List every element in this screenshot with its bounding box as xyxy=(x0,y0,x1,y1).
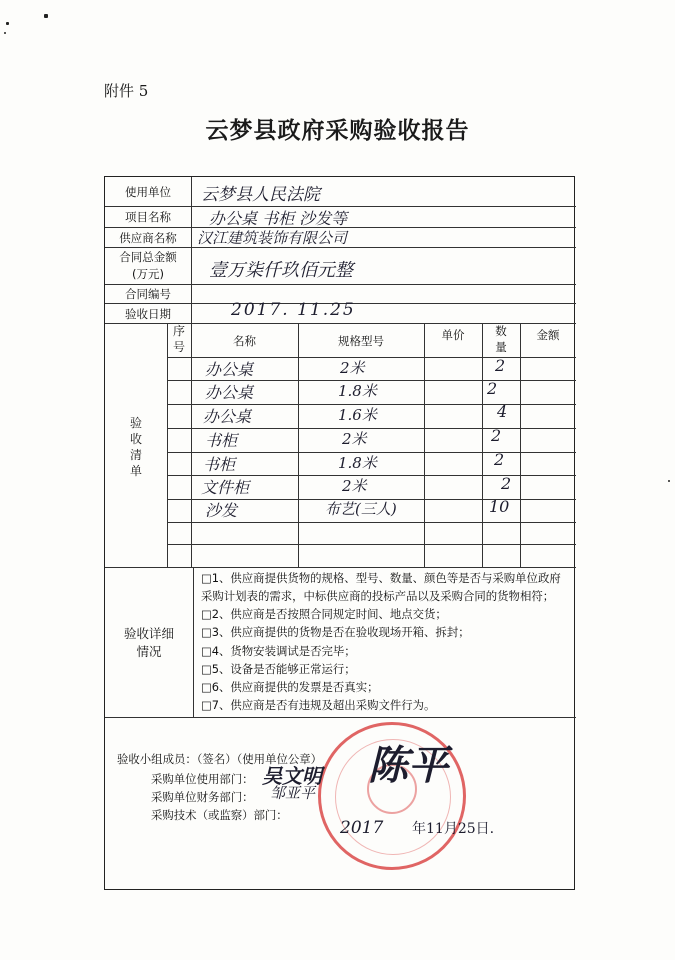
members-label: 验收小组成员：（签名）（使用单位公章） xyxy=(117,752,323,766)
item-spec: 2米 xyxy=(342,477,367,495)
project-name-label: 项目名称 xyxy=(125,210,171,224)
acceptance-date-value: 2017. 11.25 xyxy=(231,300,356,320)
document-title: 云梦县政府采购验收报告 xyxy=(205,118,470,144)
large-signature: 陈平 xyxy=(368,742,448,789)
check-item-7: □7、供应商是否有违规及超出采购文件行为。 xyxy=(201,698,436,712)
contract-total-label: 合同总金额 xyxy=(119,250,177,264)
contract-total-unit: (万元) xyxy=(132,267,164,281)
user-unit-label: 使用单位 xyxy=(125,185,171,199)
item-qty: 4 xyxy=(497,402,508,421)
scan-speck xyxy=(6,22,9,25)
project-name-value: 办公桌 书柜 沙发等 xyxy=(209,209,348,228)
item-name: 办公桌 xyxy=(203,407,252,426)
signature-date-year: 2017 xyxy=(340,818,384,838)
item-spec: 1.6米 xyxy=(338,406,377,424)
item-qty: 10 xyxy=(489,497,510,516)
col-qty-header: 数 量 xyxy=(495,324,507,354)
supplier-name-value: 汉江建筑装饰有限公司 xyxy=(197,229,348,247)
signature-date-suffix: 年11月25日. xyxy=(412,821,495,837)
user-dept-signature: 吴文明 xyxy=(262,764,322,788)
item-qty: 2 xyxy=(501,474,512,493)
scan-speck xyxy=(4,32,6,34)
item-name: 办公桌 xyxy=(205,383,254,402)
user-unit-value: 云梦县人民法院 xyxy=(201,185,320,205)
item-qty: 2 xyxy=(487,379,498,398)
check-item-1: □1、供应商提供货物的规格、型号、数量、颜色等是否与采购单位政府 xyxy=(201,571,561,585)
item-spec: 2米 xyxy=(342,430,367,448)
item-name: 沙发 xyxy=(205,501,238,520)
check-item-6: □6、供应商提供的发票是否真实； xyxy=(201,680,379,694)
check-item-4: □4、货物安装调试是否完毕； xyxy=(201,644,356,658)
finance-dept-label: 采购单位财务部门： xyxy=(151,790,254,804)
contract-no-label: 合同编号 xyxy=(125,287,171,301)
col-unit-price-header: 单价 xyxy=(441,328,465,342)
check-item-5: □5、设备是否能够正常运行； xyxy=(201,662,356,676)
acceptance-date-label: 验收日期 xyxy=(125,307,171,321)
contract-total-value: 壹万柒仟玖佰元整 xyxy=(209,260,353,281)
attachment-label: 附件 5 xyxy=(104,82,149,100)
finance-dept-signature: 邹亚平 xyxy=(270,784,316,802)
check-item-1-cont: 采购计划表的需求，中标供应商的投标产品以及采购合同的货物相符； xyxy=(201,589,555,603)
item-name: 书柜 xyxy=(205,431,238,450)
details-label: 验收详细 情况 xyxy=(123,626,174,659)
item-spec: 2米 xyxy=(340,359,365,377)
item-name: 书柜 xyxy=(203,455,236,474)
check-item-3: □3、供应商提供的货物是否在验收现场开箱、拆封； xyxy=(201,625,470,639)
scan-speck xyxy=(668,480,670,482)
item-spec: 1.8米 xyxy=(338,454,377,472)
col-spec-header: 规格型号 xyxy=(338,334,384,348)
col-name-header: 名称 xyxy=(233,334,256,348)
items-side-label: 验 收 清 单 xyxy=(129,416,142,478)
item-spec: 1.8米 xyxy=(338,382,377,400)
item-name: 办公桌 xyxy=(205,360,254,379)
item-qty: 2 xyxy=(491,426,502,445)
item-name: 文件柜 xyxy=(201,478,250,497)
col-amount-header: 金额 xyxy=(536,328,560,342)
user-dept-label: 采购单位使用部门： xyxy=(151,772,254,786)
scan-speck xyxy=(44,14,48,18)
item-spec: 布艺(三人) xyxy=(325,500,397,518)
check-item-2: □2、供应商是否按照合同规定时间、地点交货； xyxy=(201,607,447,621)
supplier-name-label: 供应商名称 xyxy=(119,231,177,245)
tech-dept-label: 采购技术（或监察）部门： xyxy=(151,808,288,822)
item-qty: 2 xyxy=(495,356,506,375)
item-qty: 2 xyxy=(494,450,505,469)
seq-header: 序 号 xyxy=(172,324,185,354)
